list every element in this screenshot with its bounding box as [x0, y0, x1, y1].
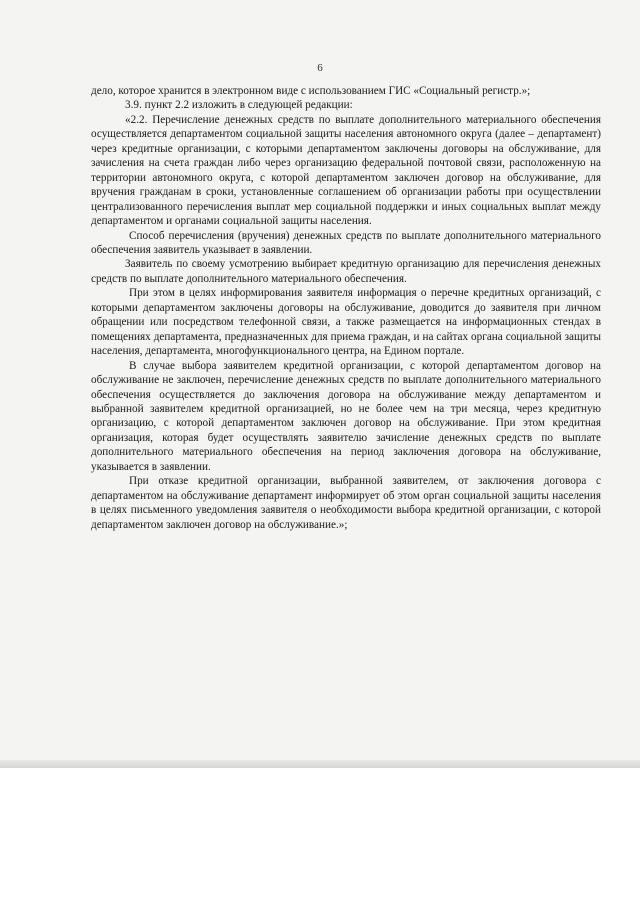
- paragraph-bank-choice: Заявитель по своему усмотрению выбирает кредитную организацию для перечисления денежных средств по выплате дополнительного материального обеспечения.: [91, 258, 601, 285]
- document-body: [91, 84, 601, 532]
- page-bottom-edge: [0, 760, 640, 768]
- paragraph-payment-method: Способ перечисления (вручения) денежных средств по выплате дополнительного материального обеспечения заявитель указывает в заявлении.: [91, 229, 601, 256]
- paragraph-continuation: дело, которое хранится в электронном виде с использованием ГИС «Социальный регистр.»;: [91, 85, 531, 97]
- page-number: 6: [317, 62, 323, 74]
- paragraph-informing: При этом в целях информирования заявителя информация о перечне кредитных организаций, с которыми департаментом заключены договоры на обслуживание, доводится до заявителя при личном обращении или посредством телефонной связи, а также размещается на информационных стендах в помещениях департамента, предназначенных для приема граждан, и на сайтах органа социальной защиты населения, департамента, многофункционального центра, на Едином портале.: [91, 287, 601, 358]
- paragraph-refusal-case: При отказе кредитной организации, выбранной заявителем, от заключения договора с департаментом на обслуживание департамент информирует об этом орган социальной защиты населения в целях письменного уведомления заявителя о необходимости выбора кредитной организации, с которой департаментом заключен договор на обслуживание.»;: [91, 475, 601, 531]
- paragraph-amendment-heading: 3.9. пункт 2.2 изложить в следующей редакции:: [125, 99, 353, 112]
- paragraph-clause-2-2: «2.2. Перечисление денежных средств по выплате дополнительного материального обеспечения осуществляется департаментом социальной защиты населения автономного округа (далее – департамент) через кредитные организации, с которыми департаментом заключены договоры на обслуживание, для зачисления на счета граждан либо через организацию федеральной почтовой связи, расположенную на территории автономного округа, с которой департаментом заключен договор на обслуживание, для вручения гражданам в сроки, установленные соглашением об организации работы при осуществлении централизованного перечисления выплат мер социальной поддержки и иных социальных выплат между департаментом и органами социальной защиты населения.: [91, 113, 601, 228]
- paragraph-no-contract-case: В случае выбора заявителем кредитной организации, с которой департаментом договор на обслуживание не заключен, перечисление денежных средств по выплате дополнительного материального обеспечения осуществляется до заключения договора на обслуживание между департаментом и выбранной заявителем кредитной организацией, но не более чем на три месяца, через кредитную организацию, с которой департаментом заключен договор на обслуживание. При этом кредитная организация, которая будет осуществлять заявителю зачисление денежных средств по выплате дополнительного материального обеспечения на период заключения договора на обслуживание, указывается в заявлении.: [91, 359, 601, 473]
